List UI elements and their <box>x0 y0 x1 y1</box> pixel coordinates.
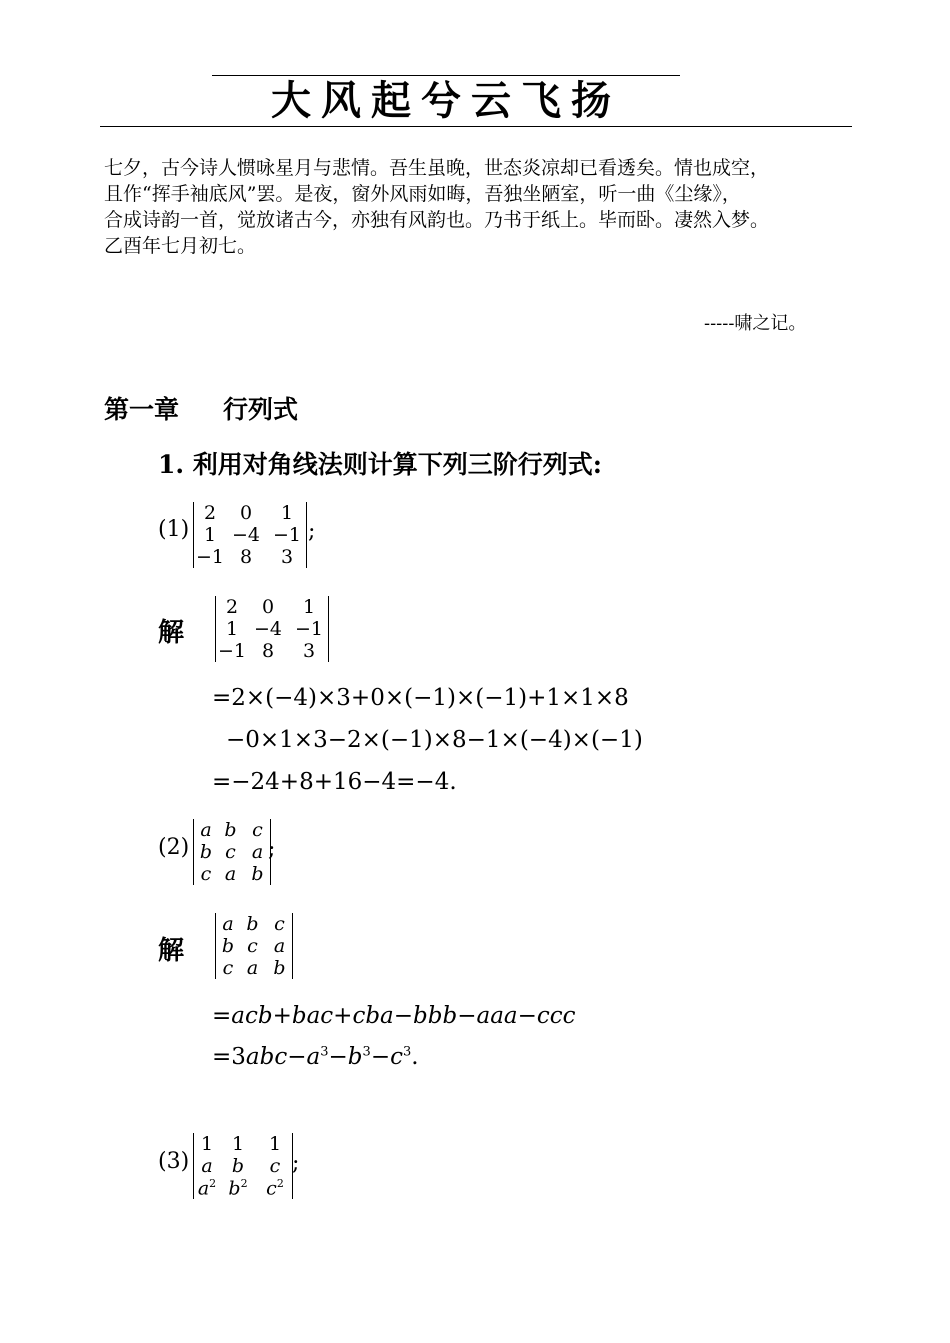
matrix-cell: a <box>246 957 259 979</box>
matrix-cell: a <box>222 913 234 935</box>
matrix-cell: b <box>273 957 286 979</box>
matrix-cell: −1 <box>295 618 324 640</box>
matrix-cell: 1 <box>280 502 294 524</box>
eq-term: b <box>347 1044 363 1070</box>
solution-step: =−24+8+16−4=−4. <box>212 769 457 795</box>
eq-minus: − <box>370 1044 391 1070</box>
solution-step: −0×1×3−2×(−1)×8−1×(−4)×(−1) <box>226 727 643 753</box>
matrix-cell: b <box>199 841 213 863</box>
chapter-number: 第一章 <box>104 395 180 424</box>
eq-prefix: =3 <box>212 1044 246 1070</box>
matrix-cell: c <box>252 819 263 841</box>
question-text: 1. 利用对角线法则计算下列三阶行列式: <box>158 450 603 479</box>
matrix-cell: c <box>274 913 285 935</box>
eq-term: c <box>390 1044 403 1070</box>
matrix-exponent: 2 <box>209 1177 217 1190</box>
eq-period: . <box>411 1044 419 1070</box>
matrix-cell: c <box>247 935 258 957</box>
matrix-cell: b <box>224 819 237 841</box>
eq-minus: − <box>287 1044 307 1070</box>
banner-bottom-rule <box>100 126 852 127</box>
matrix-cell: a <box>273 935 286 957</box>
signoff: -----啸之记。 <box>704 313 807 334</box>
matrix-cell: −4 <box>232 524 261 546</box>
solution-label: 解 <box>158 618 185 648</box>
problem-label: (2) <box>158 835 190 860</box>
matrix-cell: 8 <box>239 546 253 568</box>
determinant <box>193 1133 293 1199</box>
matrix-cell: 1 <box>200 1133 214 1155</box>
solution-step: =acb+bac+cba−bbb−aaa−ccc <box>212 1003 576 1029</box>
matrix-cell: c <box>222 957 234 979</box>
matrix-cell: 2 <box>225 596 239 618</box>
matrix-cell: b <box>231 1155 245 1177</box>
matrix-cell: 2 <box>203 502 217 524</box>
banner-top-rule <box>212 75 680 76</box>
matrix-symbol: b <box>228 1177 241 1200</box>
intro-line: 七夕，古今诗人惯咏星月与悲情。吾生虽晚，世态炎凉却已看透矣。情也成空， <box>104 157 770 179</box>
matrix-cell: 1 <box>203 524 217 546</box>
matrix-cell: c <box>225 841 236 863</box>
chapter-heading <box>104 390 298 426</box>
problem-label: (1) <box>158 517 190 542</box>
matrix-cell <box>256 1177 292 1199</box>
matrix-symbol: a <box>197 1177 210 1200</box>
semicolon: ; <box>308 519 316 544</box>
matrix-cell: 0 <box>261 596 275 618</box>
eq-term: a <box>306 1044 321 1070</box>
matrix-cell: b <box>246 913 259 935</box>
matrix-cell: 3 <box>302 640 316 662</box>
matrix-cell: 0 <box>239 502 253 524</box>
solution-step-final <box>212 1044 419 1070</box>
matrix-cell: 8 <box>261 640 275 662</box>
determinant <box>193 502 307 568</box>
intro-paragraph <box>104 155 864 259</box>
matrix-cell: b <box>251 863 264 885</box>
banner-title: 大风起兮云飞扬 <box>271 77 621 124</box>
matrix-cell: 1 <box>225 618 239 640</box>
eq-exponent: 3 <box>320 1044 329 1060</box>
matrix-cell: 1 <box>268 1133 282 1155</box>
matrix-cell: 1 <box>231 1133 245 1155</box>
determinant <box>215 596 329 662</box>
matrix-symbol: c <box>266 1177 277 1200</box>
matrix-cell: a <box>200 819 212 841</box>
matrix-cell <box>194 1177 218 1199</box>
eq-exponent: 3 <box>362 1044 371 1060</box>
eq-exponent: 3 <box>402 1044 412 1060</box>
problem-label: (3) <box>158 1149 190 1174</box>
matrix-exponent: 2 <box>240 1177 248 1190</box>
determinant <box>193 819 271 885</box>
eq-term: abc <box>245 1044 288 1070</box>
chapter-title: 行列式 <box>223 395 299 424</box>
intro-line: 乙酉年七月初七。 <box>104 235 257 257</box>
matrix-cell: −1 <box>196 546 225 568</box>
intro-line: 且作“挥手袖底风”罢。是夜，窗外风雨如晦，吾独坐陋室，听一曲《尘缘》， <box>104 183 741 205</box>
determinant <box>215 913 293 979</box>
matrix-cell: −4 <box>254 618 283 640</box>
matrix-cell: b <box>221 935 235 957</box>
matrix-cell: c <box>200 863 212 885</box>
matrix-cell: a <box>224 863 237 885</box>
semicolon: ; <box>268 837 276 862</box>
matrix-cell: a <box>251 841 264 863</box>
matrix-cell: −1 <box>218 640 247 662</box>
intro-line: 合成诗韵一首，觉放诸古今，亦独有风韵也。乃书于纸上。毕而卧。凄然入梦。 <box>104 209 770 231</box>
solution-step: =2×(−4)×3+0×(−1)×(−1)+1×1×8 <box>212 685 629 711</box>
semicolon: ; <box>292 1151 300 1176</box>
solution-label: 解 <box>158 936 185 966</box>
eq-minus: − <box>328 1044 348 1070</box>
matrix-exponent: 2 <box>276 1177 284 1190</box>
matrix-cell: 1 <box>302 596 316 618</box>
matrix-cell: −1 <box>273 524 302 546</box>
matrix-cell: c <box>269 1155 281 1177</box>
matrix-cell: 3 <box>280 546 294 568</box>
matrix-cell <box>218 1177 256 1199</box>
matrix-cell: a <box>201 1155 213 1177</box>
